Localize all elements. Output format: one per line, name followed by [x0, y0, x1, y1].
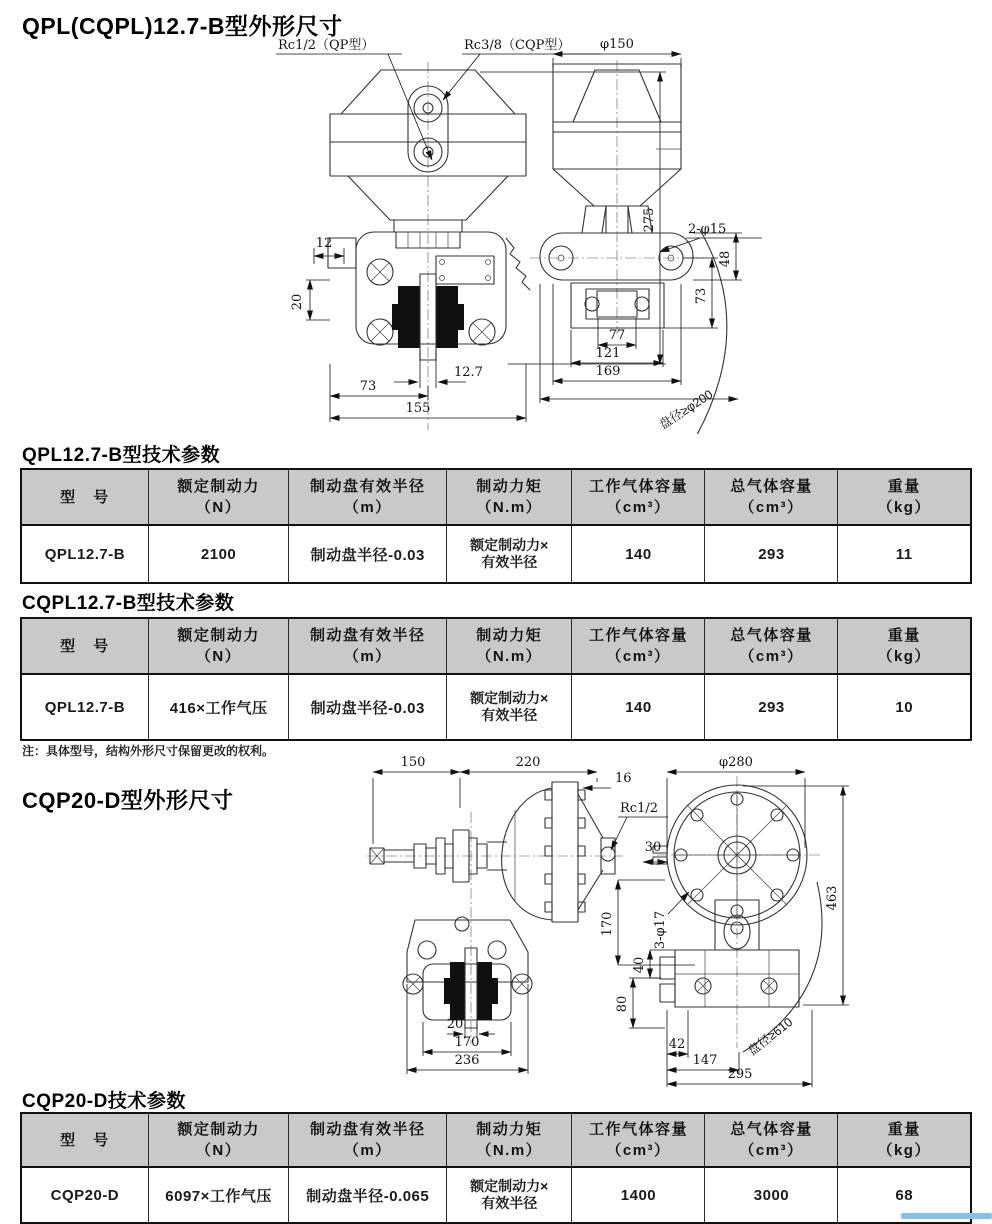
cell-rated-force: 416×工作气压	[148, 674, 289, 740]
flange-bolts	[545, 790, 585, 912]
cqp-front-view-lineart	[653, 776, 823, 1052]
cell-model: QPL12.7-B	[21, 674, 148, 740]
col-working-volume: 工作气体容量 （cm³）	[572, 1113, 705, 1167]
section-title-qpl-params: QPL12.7-B型技术参数	[22, 445, 221, 466]
dim-12: 12	[315, 236, 333, 251]
cell-weight: 10	[838, 674, 971, 740]
qpl-header-row	[21, 469, 971, 525]
dim-147: 147	[692, 1053, 718, 1068]
col-torque: 制动力矩 （N.m）	[447, 469, 572, 525]
dim-48: 48	[718, 250, 733, 268]
cell-weight: 68	[838, 1167, 971, 1223]
dim-169: 169	[595, 364, 621, 379]
footer-accent-bar	[901, 1213, 992, 1219]
col-total-volume: 总气体容量 （cm³）	[705, 469, 838, 525]
rc12-label: Rc1/2	[620, 801, 658, 816]
page-title: QPL(CQPL)12.7-B型外形尺寸	[22, 13, 343, 39]
side-view-lineart	[530, 60, 727, 434]
dim-20b: 20	[446, 1017, 464, 1032]
cqp-side-view-dims	[373, 755, 668, 1074]
cell-weight: 11	[838, 525, 971, 583]
rc12-label: Rc1/2（QP型）	[278, 38, 375, 53]
footnote: 注：具体型号，结构外形尺寸保留更改的权利。	[22, 744, 275, 758]
dim-463: 463	[825, 885, 840, 911]
cell-rated-force: 6097×工作气压	[148, 1167, 289, 1223]
dim-236: 236	[454, 1053, 480, 1068]
dim-170-vert: 170	[600, 911, 615, 937]
dim-275: 275	[642, 207, 657, 233]
dim-phi150: φ150	[600, 37, 634, 52]
cell-total-volume: 3000	[705, 1167, 838, 1223]
col-total-volume: 总气体容量 （cm³）	[705, 618, 838, 674]
dim-30: 30	[644, 840, 662, 855]
qpl-spec-table	[20, 468, 972, 584]
col-weight: 重量 （kg）	[838, 469, 971, 525]
cqp-data-row	[21, 1167, 971, 1223]
dim-295: 295	[727, 1067, 753, 1082]
cell-effective-radius: 制动盘半径-0.065	[289, 1167, 447, 1223]
col-model: 型 号	[21, 1113, 148, 1167]
cell-model: CQP20-D	[21, 1167, 148, 1223]
outline-drawing-qpl12-7	[268, 34, 988, 434]
dim-73: 73	[359, 379, 377, 394]
dim-12-7: 12.7	[454, 365, 483, 380]
label-2phi15: 2-φ15	[688, 222, 727, 237]
col-torque: 制动力矩 （N.m）	[447, 618, 572, 674]
outline-drawing-cqp20	[365, 752, 990, 1087]
section-title-cqp-outline: CQP20-D型外形尺寸	[22, 788, 234, 813]
dim-40: 40	[632, 956, 647, 974]
cqp-side-view-lineart	[367, 782, 623, 1044]
cell-rated-force: 2100	[148, 525, 289, 583]
cell-working-volume: 140	[572, 525, 705, 583]
col-weight: 重量 （kg）	[838, 618, 971, 674]
col-working-volume: 工作气体容量 （cm³）	[572, 618, 705, 674]
disc-diameter-note: 盘径≥φ200	[656, 387, 716, 433]
section-title-cqp-params: CQP20-D技术参数	[22, 1091, 186, 1112]
cqp-spec-table	[20, 1112, 972, 1224]
front-view-lineart	[328, 62, 530, 430]
cell-total-volume: 293	[705, 674, 838, 740]
dim-121: 121	[595, 346, 621, 361]
dim-20: 20	[290, 293, 305, 311]
cell-total-volume: 293	[705, 525, 838, 583]
col-effective-radius: 制动盘有效半径 （m）	[289, 1113, 447, 1167]
cell-torque: 额定制动力× 有效半径	[447, 674, 572, 740]
cell-working-volume: 140	[572, 674, 705, 740]
col-model: 型 号	[21, 618, 148, 674]
cell-effective-radius: 制动盘半径-0.03	[289, 525, 447, 583]
col-rated-force: 额定制动力 （N）	[148, 1113, 289, 1167]
dim-73-right: 73	[694, 287, 709, 305]
dim-80: 80	[615, 995, 630, 1013]
col-torque: 制动力矩 （N.m）	[447, 1113, 572, 1167]
cell-working-volume: 1400	[572, 1167, 705, 1223]
col-effective-radius: 制动盘有效半径 （m）	[289, 469, 447, 525]
cqpl-data-row	[21, 674, 971, 740]
cqp-header-row	[21, 1113, 971, 1167]
dim-155: 155	[405, 401, 431, 416]
side-view-dims	[540, 37, 762, 432]
dim-220: 220	[515, 755, 541, 770]
dim-phi280: φ280	[719, 755, 753, 770]
cell-torque: 额定制动力× 有效半径	[447, 1167, 572, 1223]
qpl-data-row	[21, 525, 971, 583]
cell-effective-radius: 制动盘半径-0.03	[289, 674, 447, 740]
col-rated-force: 额定制动力 （N）	[148, 618, 289, 674]
dim-77: 77	[608, 328, 626, 343]
rc38-label: Rc3/8（CQP型）	[464, 38, 571, 53]
dim-150: 150	[400, 755, 426, 770]
cqpl-spec-table	[20, 617, 972, 741]
col-model: 型 号	[21, 469, 148, 525]
col-total-volume: 总气体容量 （cm³）	[705, 1113, 838, 1167]
dim-170-bottom: 170	[454, 1035, 480, 1050]
col-effective-radius: 制动盘有效半径 （m）	[289, 618, 447, 674]
cell-torque: 额定制动力× 有效半径	[447, 525, 572, 583]
col-rated-force: 额定制动力 （N）	[148, 469, 289, 525]
section-title-cqpl-params: CQPL12.7-B型技术参数	[22, 593, 235, 614]
dim-42: 42	[668, 1037, 686, 1052]
col-weight: 重量 （kg）	[838, 1113, 971, 1167]
disc-diameter-note-cqp: 盘径≥610	[745, 1014, 796, 1059]
label-3phi17: 3-φ17	[653, 910, 668, 950]
cell-model: QPL12.7-B	[21, 525, 148, 583]
dim-16: 16	[615, 771, 632, 786]
col-working-volume: 工作气体容量 （cm³）	[572, 469, 705, 525]
cqpl-header-row	[21, 618, 971, 674]
